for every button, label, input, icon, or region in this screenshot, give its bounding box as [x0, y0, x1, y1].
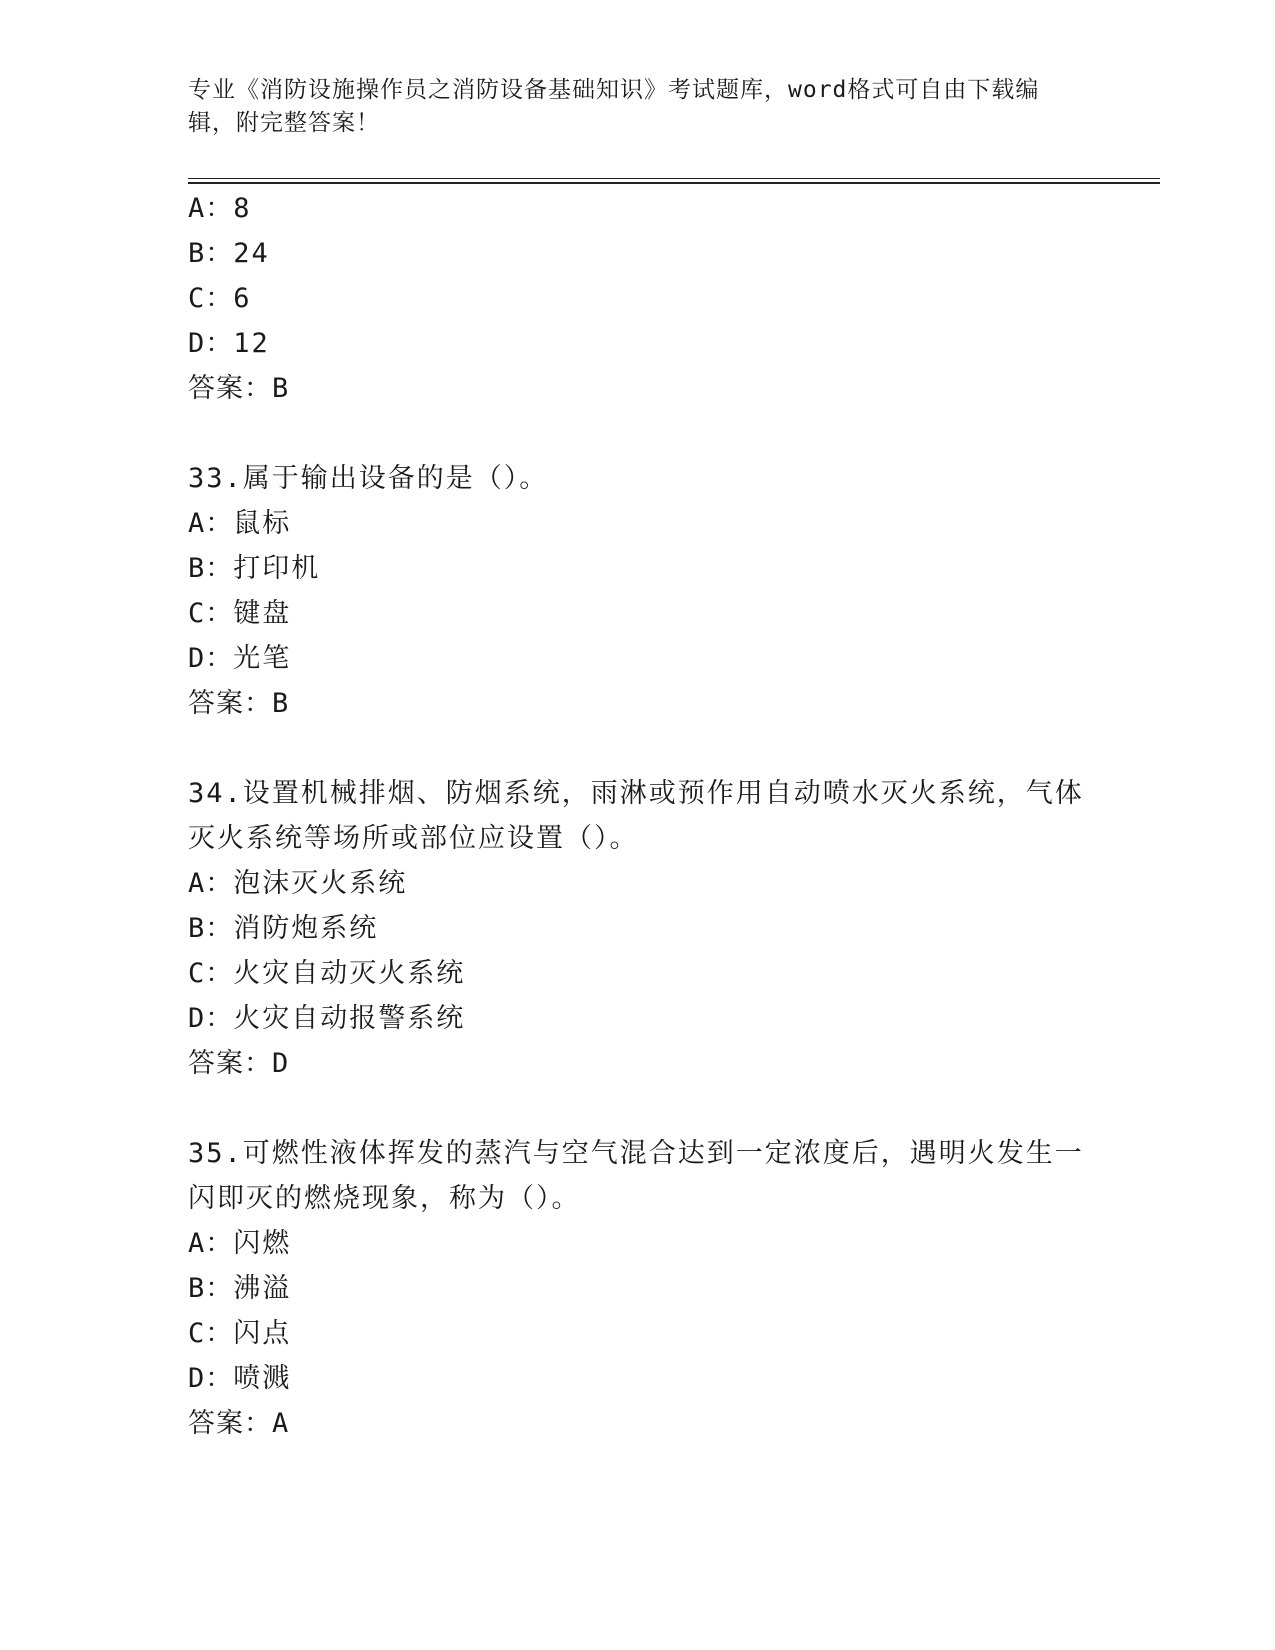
option-c: C：键盘	[188, 598, 292, 629]
option-b: B：消防炮系统	[188, 913, 379, 944]
question-35-line-2: 闪即灭的燃烧现象，称为（）。	[188, 1183, 581, 1214]
question-34-line-2: 灭火系统等场所或部位应设置（）。	[188, 823, 639, 854]
option-a: A：泡沫灭火系统	[188, 868, 408, 899]
question-33: 33.属于输出设备的是（）。	[188, 463, 549, 494]
option-a: A：鼠标	[188, 508, 292, 539]
option-d: D：喷溅	[188, 1363, 292, 1394]
document-header: 专业《消防设施操作员之消防设备基础知识》考试题库，word格式可自由下载编辑，附完整答案！	[188, 77, 1040, 136]
answer-line: 答案：A	[188, 1408, 290, 1439]
option-a: A：闪燃	[188, 1228, 292, 1259]
option-d: D：12	[188, 328, 270, 359]
question-35-line-1: 35.可燃性液体挥发的蒸汽与空气混合达到一定浓度后，遇明火发生一	[188, 1138, 1084, 1169]
answer-line: 答案：B	[188, 373, 290, 404]
answer-line: 答案：D	[188, 1048, 290, 1079]
answer-line: 答案：B	[188, 688, 290, 719]
header-divider-thin	[188, 178, 1160, 179]
option-b: B：打印机	[188, 553, 321, 584]
question-34-line-1: 34.设置机械排烟、防烟系统，雨淋或预作用自动喷水灭火系统，气体	[188, 778, 1084, 809]
option-c: C：6	[188, 283, 252, 314]
option-b: B：24	[188, 238, 270, 269]
option-a: A：8	[188, 193, 252, 224]
header-divider-thick	[188, 182, 1160, 184]
option-b: B：沸溢	[188, 1273, 292, 1304]
option-d: D：火灾自动报警系统	[188, 1003, 466, 1034]
option-c: C：火灾自动灭火系统	[188, 958, 466, 989]
option-c: C：闪点	[188, 1318, 292, 1349]
option-d: D：光笔	[188, 643, 292, 674]
